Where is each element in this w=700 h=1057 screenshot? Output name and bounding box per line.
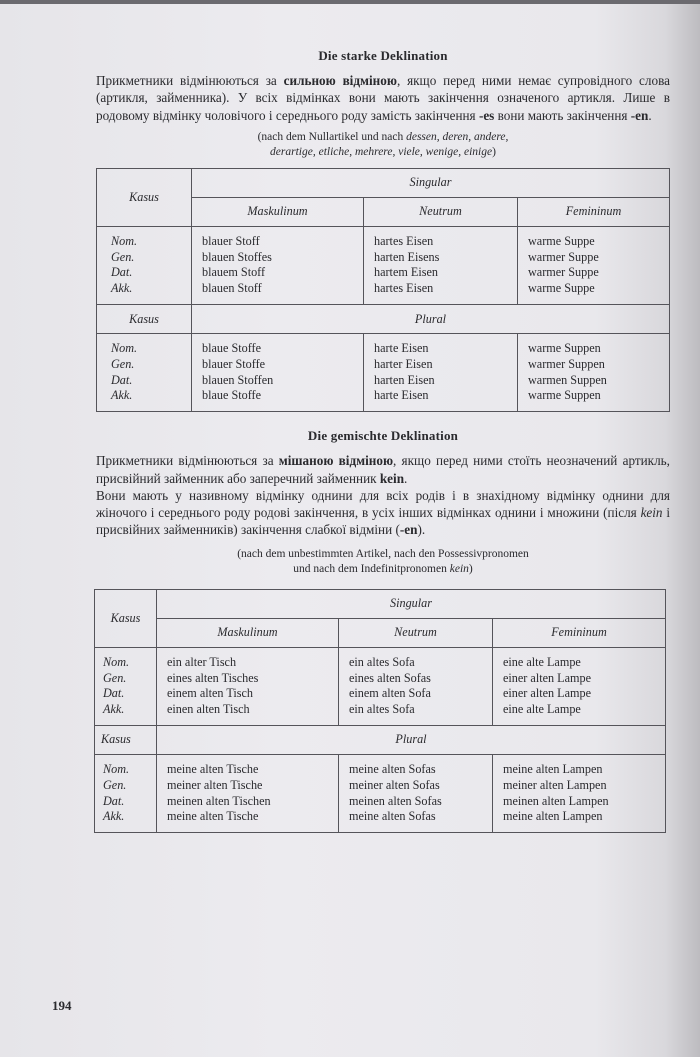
form: warme Suppen [528,388,601,403]
section-title-mixed-declension: Die gemischte Deklination [307,428,459,444]
form: eine alte Lampe [503,702,581,717]
case-labels [97,226,192,304]
case-gen: Gen. [103,670,127,685]
form: meine alten Sofas [349,809,436,824]
strong-declension-note [96,130,670,160]
form: blauen Stoffen [202,372,274,387]
form: warme Suppe [528,233,595,248]
form: eines alten Sofas [349,670,431,685]
form: eine alte Lampe [503,654,581,669]
form: blauen Stoff [202,281,262,296]
plural-forms-col1 [192,334,364,412]
plural-forms-col3 [518,334,670,412]
case-akk: Akk. [103,809,125,824]
note-italic: derartige, etliche, mehrere, viele, wenige, einige [270,145,493,158]
form: einer alten Lampe [503,686,591,701]
maskulinum-forms [157,647,339,725]
form: ein altes Sofa [349,654,415,669]
form: meiner alten Sofas [349,777,440,792]
case-gen: Gen. [103,777,127,792]
mixed-declension-table [94,589,666,833]
form: harte Eisen [374,341,429,356]
text-fragment: . [648,107,652,123]
case-dat: Dat. [111,372,133,387]
neutrum-forms [364,226,518,304]
form: blaue Stoffe [202,341,262,356]
form: meinen alten Sofas [349,793,442,808]
form: eines alten Tisches [167,670,259,685]
strong-declension-table [96,168,670,412]
form: harter Eisen [374,356,433,371]
italic-term: kein [640,505,663,521]
singular-forms-row [95,647,666,725]
bold-term: kein [379,470,405,486]
form: warme Suppe [528,281,595,296]
form: hartes Eisen [374,233,434,248]
form: meine alten Tische [167,809,259,824]
neutrum-header: Neutrum [364,197,518,226]
text-fragment: , якщо перед ними стоїть неозначений артикль, присвійний займенник або заперечний займенник [96,453,670,486]
plural-forms-col1 [157,754,339,832]
bold-term: сильною відміною [283,73,397,88]
maskulinum-forms [192,226,364,304]
form: harte Eisen [374,388,429,403]
form: ein altes Sofa [349,702,415,717]
mixed-declension-explanation-1 [96,452,670,487]
form: einem alten Sofa [349,686,431,701]
form: meiner alten Tische [167,777,263,792]
form: hartes Eisen [374,281,434,296]
bold-term: мішаною відміною [278,453,394,469]
singular-forms-row [97,226,670,304]
plural-header: Plural [157,725,666,754]
text-fragment: Прикметники відмінюються за [96,453,279,469]
singular-header: Singular [192,168,670,197]
form: blauer Stoffe [202,356,266,371]
case-akk: Akk. [111,281,133,296]
case-labels [95,647,157,725]
form: einem alten Tisch [167,686,253,701]
bold-ending: -en [399,522,418,538]
femininum-forms [518,226,670,304]
plural-forms-col3 [493,754,666,832]
plural-forms-row [95,754,666,832]
plural-forms-col2 [339,754,493,832]
form: meinen alten Tischen [167,793,271,808]
form: warmer Suppe [528,265,599,280]
kasus-header: Kasus [97,168,192,226]
text-fragment: вони мають закінчення [494,107,631,123]
form: blauer Stoff [202,233,260,248]
text-fragment: ). [417,522,426,538]
maskulinum-header: Maskulinum [192,197,364,226]
form: warme Suppen [528,341,601,356]
form: meine alten Lampen [503,761,603,776]
form: blaue Stoffe [202,388,262,403]
form: harten Eisen [374,372,435,387]
case-nom: Nom. [103,761,130,776]
case-labels [95,754,157,832]
case-labels [97,334,192,412]
form: meine alten Lampen [503,809,603,824]
form: einer alten Lampe [503,670,591,685]
femininum-header: Femininum [518,197,670,226]
textbook-page [96,48,670,833]
bold-ending: -es [478,107,495,123]
strong-declension-explanation [96,72,670,124]
note-text: (nach dem Nullartikel und nach [257,130,407,143]
text-fragment: Прикметники відмінюються за [96,73,284,88]
note-text: ) [492,145,496,158]
note-text: (nach dem unbestimmten Artikel, nach den Possessivpronomen [237,547,529,560]
case-nom: Nom. [111,341,138,356]
case-akk: Akk. [103,702,125,717]
mixed-declension-note [96,547,670,577]
form: meine alten Sofas [349,761,436,776]
section-title-strong-declension: Die starke Deklination [318,48,448,63]
plural-forms-col2 [364,334,518,412]
plural-header: Plural [192,305,670,334]
plural-forms-row [97,334,670,412]
text-fragment: і присвійних займенників) закінчення слабкої відміни ( [96,505,671,538]
singular-header: Singular [157,589,666,618]
bold-ending: -en [630,107,649,123]
text-fragment: . [404,470,408,486]
form: meine alten Tische [167,761,259,776]
form: harten Eisens [374,249,440,264]
femininum-forms [493,647,666,725]
form: ein alter Tisch [167,654,237,669]
form: blauem Stoff [202,265,266,280]
case-gen: Gen. [111,249,135,264]
note-italic: kein [449,562,469,575]
kasus-header-plural: Kasus [97,305,192,334]
kasus-header: Kasus [95,589,157,647]
text-fragment: , якщо перед ними немає супровідного слова (артикля, займенника). У всіх відмінках вони мають закінчення означеного артикля. Лише в родовому відмінку чоловічого і середнього роду замість закінчення [96,73,670,123]
form: blauen Stoffes [202,249,272,264]
form: warmer Suppen [528,356,605,371]
form: meiner alten Lampen [503,777,607,792]
note-text: ) [468,562,473,575]
case-nom: Nom. [103,654,130,669]
page-number: 194 [52,998,72,1013]
case-nom: Nom. [111,233,138,248]
note-text: und nach dem Indefinitpronomen [293,562,450,575]
neutrum-forms [339,647,493,725]
case-dat: Dat. [103,686,125,701]
mixed-declension-explanation-2 [96,487,670,539]
text-fragment: Вони мають у називному відмінку однини для всіх родів і в знахідному відмінку однини для жіночого і середнього роду родові закінчення, в усіх інших відмінках однини і множини (після [96,487,670,521]
case-akk: Akk. [111,388,133,403]
form: einen alten Tisch [167,702,250,717]
form: warmer Suppe [528,249,599,264]
maskulinum-header: Maskulinum [157,618,339,647]
neutrum-header: Neutrum [339,618,493,647]
case-gen: Gen. [111,356,135,371]
case-dat: Dat. [111,265,133,280]
kasus-header-plural: Kasus [95,725,157,754]
femininum-header: Femininum [493,618,666,647]
form: meinen alten Lampen [503,793,609,808]
scan-top-edge [0,0,700,4]
note-italic: dessen, deren, andere, [406,130,509,143]
form: hartem Eisen [374,265,438,280]
form: warmen Suppen [528,372,607,387]
case-dat: Dat. [103,793,125,808]
